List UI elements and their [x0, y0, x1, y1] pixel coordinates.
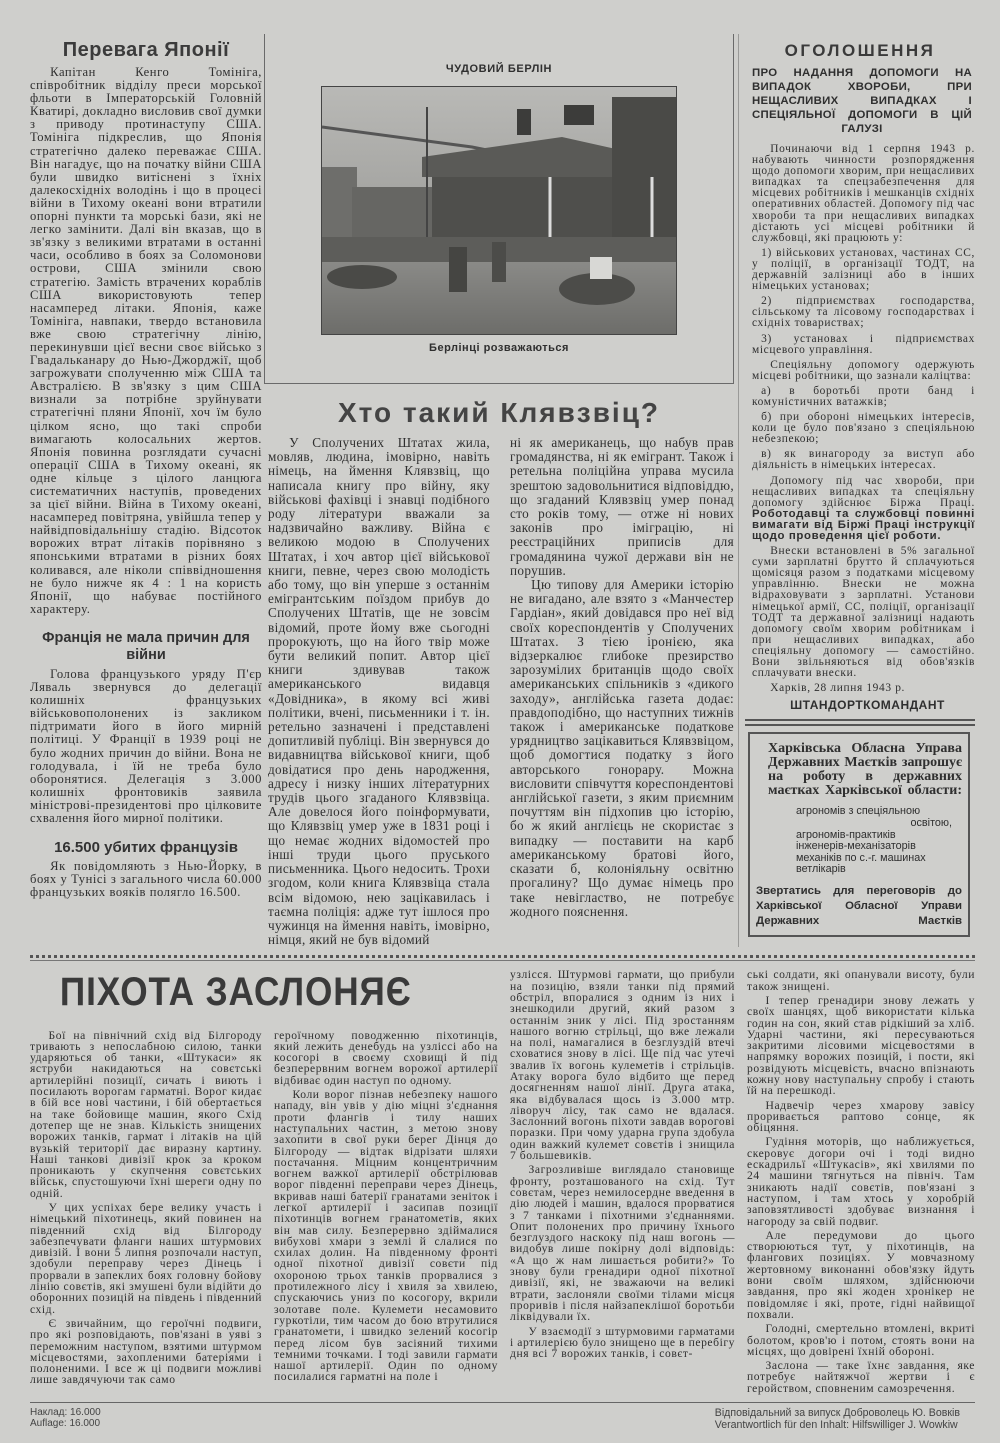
photo-title: ЧУДОВИЙ БЕРЛІН: [445, 63, 553, 75]
announcement-item: в) як винагороду за виступ або діяльність в німецьких інтересах.: [752, 448, 975, 472]
announcement-intro: Починаючи від 1 серпня 1943 р. набувають чинности розпорядження щодо допомоги хворим, при нещасливих випадках та спецзабезпечення для місцевих робітників і мешканців східніх оперативних областей. Допомогу під час хвороби та при нещасливих випадках дістають усі місцеві робітники й службовці, які працюють у:: [752, 143, 975, 244]
article-title-infantry: ПІХОТА ЗАСЛОНЯЄ: [59, 970, 412, 1015]
announcement-item: б) при обороні німецьких інтересів, коли це було пов'язано з спеціяльною небезпекою;: [752, 411, 975, 446]
paragraph: узлісся. Штурмові гармати, що прибули на позицію, взяли танки під прямий обстріл, впоралися з одним із них і знешкодили другий, який разом з останнім зник у лісі. Під зростанням нашого вогню стрільці, що вже лежали на полі, намагалися в безглуздій втечі сховатися знову в лісі. Ще під час утечі звалив їх вогонь кулеметів і стрільців. Атаку ворога було відбито ще перед досягненням нашої лінії. Друга атака, яка відбувалася щось із 3.000 мтр. ліворуч лісу, так само не вдалася. Заслонний вогонь піхоти завдав ворогові поразки. При чому ударна група здобула один важкий кулемет совєтів і знищила 7 большевиків.: [510, 968, 735, 1163]
ad-position: механіків по с.-г. машинах: [796, 851, 926, 864]
article-body-infantry-col4: [747, 969, 975, 1394]
ad-position: інженерів-механізаторів: [796, 840, 916, 853]
photo-frame: [264, 34, 734, 384]
ad-position: агрономів-практиків: [796, 828, 896, 841]
paragraph: Але передумови до цього створюються тут, у піхотинців, на флангових позиціях. У мовчазному жертовному виконанні обов'язку йдуть вони своїм шляхом, здійснюючи завдання, про які жоден хронікер не повідомляє і які, проте, гідні найвищої похвали.: [747, 1228, 975, 1321]
paragraph: І тепер гренадири знову лежать у своїх шанцях, щоб використати кілька годин на сон, який став рідкіший за хліб. Ударні частини, які пересуваються закритими лісовими місцевостями в напрямку ворожих позицій, і пости, які розвідують місцевість, вчасно впізнають кожну нову наступальну спробу і стають їй на перешкоді.: [747, 993, 975, 1098]
paragraph: У взаємодії з штурмовими гарматами і артилерією було знищено ще в перебігу дня всі 7 ворожих танків, і совєт-: [510, 1324, 735, 1361]
section-separator: [30, 955, 975, 958]
circulation-de: Auflage: 16.000: [30, 1418, 101, 1429]
announcement-special: Спеціяльну допомогу одержують місцеві робітники, що зазнали каліцтва:: [752, 358, 975, 382]
right-column: [745, 34, 975, 937]
announcement-item: 1) військових установах, частинах СС, у поліції, в організації ТОДТ, на державній залізниці або в інших німецьких установах;: [752, 246, 975, 293]
announcement-item: 3) установах і підприємствах місцевого управління.: [752, 332, 975, 356]
announcement-subtitle: ПРО НАДАННЯ ДОПОМОГИ НА ВИПАДОК ХВОРОБИ, ПРИ НЕЩАСЛИВИХ ВИПАДКАХ І СПЕЦІЯЛЬНОЇ ДОПОМОГИ В ЦІЙ ГАЛУЗІ: [752, 67, 972, 135]
left-column: [30, 34, 262, 899]
article-body-infantry-col3: [510, 969, 735, 1394]
clausewitz-columns: [264, 436, 734, 947]
bottom-section: [30, 969, 975, 1394]
paragraph: Бої на північний схід від Білгороду тривають з непослабною силою, танки ударяються об танки, «Штукаси» як яструби накидаються на совєтські артилерійні позиції, сичать і виють і посилають ворогам гарматні. Ворог кидає в бій все нові частини, і бій обертається на таке бойовище машин, якого Схід дотепер ще не знав. Кількість знищених ворожих танків, гармат і літаків на цій вузькій території дає виразну картину. Наші танкові дивізії крок за кроком проникають у скупчення совєтських військ, спустошуючи їхні шереги одну по одній.: [30, 1028, 262, 1200]
announcement-help: [752, 476, 975, 543]
paragraph: Надвечір через хмарову завісу проривається раптово сонце, як обіцяння.: [747, 1098, 975, 1135]
paragraph: Голова французького уряду П'єр Ляваль звернувся до делегації колишніх французьких військовополонених із закликом підтримати його в його мирній політиці. У Франції в 1939 році не було жодних причин до війни. Вона не голодувала, і їй не треба було оборонятися. Делегація з 3.000 колишніх фронтовиків заявила міністрові-президентові про цілковите схвалення його мирної політики.: [30, 666, 262, 825]
paragraph: Є звичайним, що героїчні подвиги, про які розповідають, пов'язані в уяві з переможним наступом, взятими штурмом місцевостями, захопленими батеріями і полоненими. І все ж ці подвиги можливі лише завдячуючи так само: [30, 1316, 262, 1387]
responsible-uk: Відповідальний за випуск Доброволець Ю. Вовків: [714, 1407, 960, 1419]
responsible-de: Verantwortlich für den Inhalt: Hilfswilliger J. Wowkiw: [714, 1419, 958, 1431]
article-title-japan: Перевага Японії: [62, 39, 230, 61]
ad-position-list: [756, 806, 962, 876]
paragraph: Як повідомляють з Нью-Йорку, в боях у Тунісі з загального числа 60.000 французьких вояків полягло 16.500.: [30, 859, 262, 900]
job-advertisement: [748, 732, 970, 937]
paragraph: Заслона — таке їхнє завдання, яке потребує найтяжчої жертви і є геройством, сповненим самозречення.: [747, 1359, 975, 1395]
paragraph: героїчному поводженню піхотинців, який лежить денебудь на узліссі або на косогорі в своєму сховищі й під безперервним вогнем ворожої артилерії відбиває один наступ по одному.: [274, 1028, 498, 1087]
article-body-killed: [30, 860, 262, 899]
announcement-date: Харків, 28 липня 1943 р.: [770, 682, 906, 695]
top-section: [30, 34, 975, 947]
photo-caption: Берлінці розважаються: [429, 342, 569, 354]
article-body-clausewitz-col2: [510, 436, 734, 947]
paragraph: Загрозливіше виглядало становище фронту, розташованого на схід. Тут совєтам, через немилосердне введення в дію людей і машин, вдалося прорватися з 7 танками і піхотними з'єднаннями. Опит полонених про причину їхнього безглуздого наскоку під наш вогонь — видобув лише покірну долі відповідь: «А що ж нам лишається робити?» То знову були гренадири одної піхотної дивізії, які, не зважаючи на великі втрати, заслоняли своїми тілами місця проривів і після найзапеклішої боротьби ліквідували їх.: [510, 1163, 735, 1324]
announcement-item: а) в боротьбі проти банд і комуністичних ватажків;: [752, 384, 975, 408]
section-separator: [30, 960, 975, 961]
paragraph: Коли ворог пізнав небезпеку нашого нападу, він увів у дію міцні з'єднання проти флангів і тилу наших наступальних частин, з метою знову захопити в свої руки берег Дінця до Білгороду — відтак відрізати шляхи постачання. Міцним концентричним вогнем важкої артилерії обстрілював ворог південні переправи через Дінець, вкривав наші батерії гранатами зеніток і легкої артилерії і засипав позиції піхотинців вогнем гранатометів, яких він мав силу. Безперервно здіймалися вибухові хмари з землі й слалися по схилах долин. На південному фронті одної піхотної дивізії совєти під охороною трьох танків прорвалися з протилежного лісу і хвиля за хвилею, спускаючись униз по косогору, вкрили золотаве поле. Кулемети несамовито гуркотіли, тим часом до бою втрутилися гранатомети, і швидко зелений косогір перед лісом був засіяний тихими темними точками. І тоді завили гармати нашої артилерії. Один по одному посилалися гарматні на поле і: [274, 1088, 498, 1384]
announcement-title: ОГОЛОШЕННЯ: [784, 41, 936, 60]
paragraph: Голодні, смертельно втомлені, вкриті болотом, кров'ю і потом, стоять вони на місцях, що довірені їхній обороні.: [747, 1322, 975, 1358]
announcement-item: 2) підприємствах господарства, сільському та лісовому господарствах і східніх товариствах;: [752, 295, 975, 330]
center-column: [264, 34, 739, 947]
announcement-body: [745, 144, 975, 694]
double-rule: [745, 719, 975, 726]
ad-contact: Звертатись для переговорів до Харківської Обласної Управи Державних Маєтків: [756, 884, 962, 927]
ad-position: агрономів з спеціяльною: [796, 805, 921, 818]
article-body-france: [30, 668, 262, 825]
berlin-amusement-photo: [321, 86, 677, 335]
paragraph: Гудіння моторів, що наближується, скеровує догори очі і тоді видно ескадрильї «Штукасів», які хвилями по 24 машини тягнуться на північ. Там зникають надії совєтів, пов'язані з наступом, і там хтось у хоробрій заповзятливості здобуває визнання і нагороду за свій подвиг.: [747, 1135, 975, 1228]
photo-illustration: [322, 87, 676, 334]
circulation-uk: Наклад: 16.000: [30, 1407, 101, 1418]
article-title-clausewitz: Хто такий Клявзвіц?: [337, 397, 661, 428]
announcement-help-bold: Роботодавці та службовці повинні вимагати від Біржі Праці інструкції щодо проведення цієї роботи.: [752, 507, 975, 542]
paragraph: У Сполучених Штатах жила, мовляв, людина, імовірно, навіть німець, на ймення Клявзвіц, що написала книгу про війну, яку військові фахівці і знавці подібного роду літератури вважали за надзвичайно важливу. Війна є великою модою в Сполучених Штатах, і хоч автор цієї військової книги, певне, через свою молодість або тому, що він уперше з останнім емігрантським поїздом прибув до Сполучених Штатів, ще не зовсім відомий, проте йому вже сьогодні пророкують, що на його твір може бути великий попит. Автор цієї книги здивував також американського видавця «Довідника», в якому всі живі політики, вчені, письменники і т. ін. ретельно зазначені і представлені допитливій публіці. Він звернувся до видавництва військової книги, щоб довідатися про день народження, адресу і низку інших літературних трудів цього згаданого Клявзвіца. Але довелося його поінформувати, що Клявзвіц умер уже в 1831 році і що немає жодних відомостей про інші труди цього пруського письменника. Цього недосить. Трохи згодом, коли книга Клявзвіца стала всім відомою, нею зацікавилась і таємна поліція: адже тут ішлося про чужинця на ймення навіть, імовірно, німця, який не був відомий: [268, 435, 490, 948]
footer: [30, 1402, 975, 1431]
paragraph: У цих успіхах бере велику участь і німецький піхотинець, який повинен на південний схід від Білгороду забезпечувати фланги наших штурмових дивізій. І вони 5 липня розпочали наступ, здобули переправу через Дінець і прорвали в запеклих боях головну бойову лінію совєтів, які змушені були відійти до оборонних позицій на південь і південний схід.: [30, 1201, 262, 1316]
paragraph: Цю типову для Америки історію не вигадано, але взято з «Манчестер Гардіан», який довідався про неї від своїх кореспондентів у Сполучених Штатах. З тією іронією, яка відзеркалює глибоке презирство зарозумілих британців щодо своїх американських спільників з «дикого заходу», англійська газета додає: правдоподібно, що наступних тижнів також і американське податкове урядництво зацікавиться Клявзвіцом, щоб домогтися податку з його авторського гонорару. Можна висловити співчуття кореспондентові англійської газети, з яким приємним почуттям він підхопив цю історію, бо ж який англієць не скористає з випадку — поставити на карб американському братові його, сказати б, колоніяльну освітню прогалину? Що думає німець про таке невігластво, не потребує жодного пояснення.: [510, 577, 734, 919]
ad-position: ветлікарів: [796, 863, 846, 876]
article-title-killed: 16.500 убитих французів: [54, 839, 238, 857]
article-body-clausewitz-col1: [268, 436, 490, 947]
ad-position: освітою,: [910, 816, 952, 829]
imprint: [715, 1407, 975, 1431]
paragraph: Капітан Кенго Томініга, співробітник відділу преси морської фльоти в Імператорській Головній Кватирі, докладно висловив свої думки з приводу протинаступу США. Томініга підкреслив, що Японія стратегічно далеко переважає США. Він нагадує, що на початку війни США були швидко витіснені з їхніх далекосхідніх володінь і що в процесі війни в Тихому океані вони втратили опорні пункти та морські бази, які не легко замінити. Далі він вказав, що в зв'язку з великими втратами в останні часи, особливо в боях за Соломонови острови, США змінили свою стратегію. Замість втрачених кораблів США використовують тепер насамперед літаки. Японія, каже Томініга, навпаки, твердо встановила вже свою стратегічну лінію, перекинувши цієї весни своє військо з Гвадальканару до Нью-Джорджії, щоб загрожувати сполученню між США та Австралією. В зв'язку з цим США визнали за потрібне зруйнувати стратегічні пляни Японії, хоч їм було цілком ясно, що такі спроби вимагають колосальних жертов. Японія повинна розглядати сучасні операції США в Тихому океані, як одне кільце з цілого ланцюга систематичних наступів, проведених за цієї війни. Війна в Тихому океані, насамперед повітряна, увійшла тепер у найвідповідальнішу стадію. Відсоток ворожих втрат літаків порівняно з японськими втратами в різних боях коливався, але ніколи співвідношення не було нижче як 4 : 1 на користь Японії, що набуває постійного характеру.: [30, 65, 262, 616]
article-body-japan: [30, 66, 262, 616]
announcement-help-text: Допомогу під час хвороби, при нещасливих випадках та спеціяльну допомогу здійснює Біржа Праці.: [752, 474, 975, 509]
announcement-fees: Внески встановлені в 5% загальної суми зарплатні брутто й сплачуються щомісяця разом з податками місцевому управлінню. Внески не можна відраховувати з зарплатні. Установи німецької армії, СС, поліції, організації ТОДТ та державної залізниці надають допомогу своїм хворим робітникам і при нещасливих випадках, або спеціяльну допомогу — самостійно. Вони звільняються від обов'язків сплачувати внески.: [752, 545, 975, 680]
article-body-infantry-col2: [274, 1030, 498, 1394]
paragraph: ні як американець, що набув прав громадянства, ні як емігрант. Також і ретельна поліційна управа мусила зрештою задовольнитися відповіддю, що згаданий Клявзвіц умер понад сто років тому, — отже ні нових законів про іміграцію, ні реєстраційних приписів для громадянина чужої держави він не порушив.: [510, 435, 734, 578]
article-title-france: Франція не мала причин для війни: [42, 629, 250, 663]
paragraph: ські солдати, які опанували висоту, були також знищені.: [747, 968, 975, 993]
ad-heading: Харківська Обласна Управа Державних Маєтків запрошує на роботу в державних маєтках Харківської области:: [768, 741, 962, 799]
circulation: [30, 1407, 101, 1431]
article-body-infantry-col1: [30, 1030, 262, 1394]
announcement-signature: ШТАНДОРТКОМАНДАНТ: [790, 698, 945, 713]
